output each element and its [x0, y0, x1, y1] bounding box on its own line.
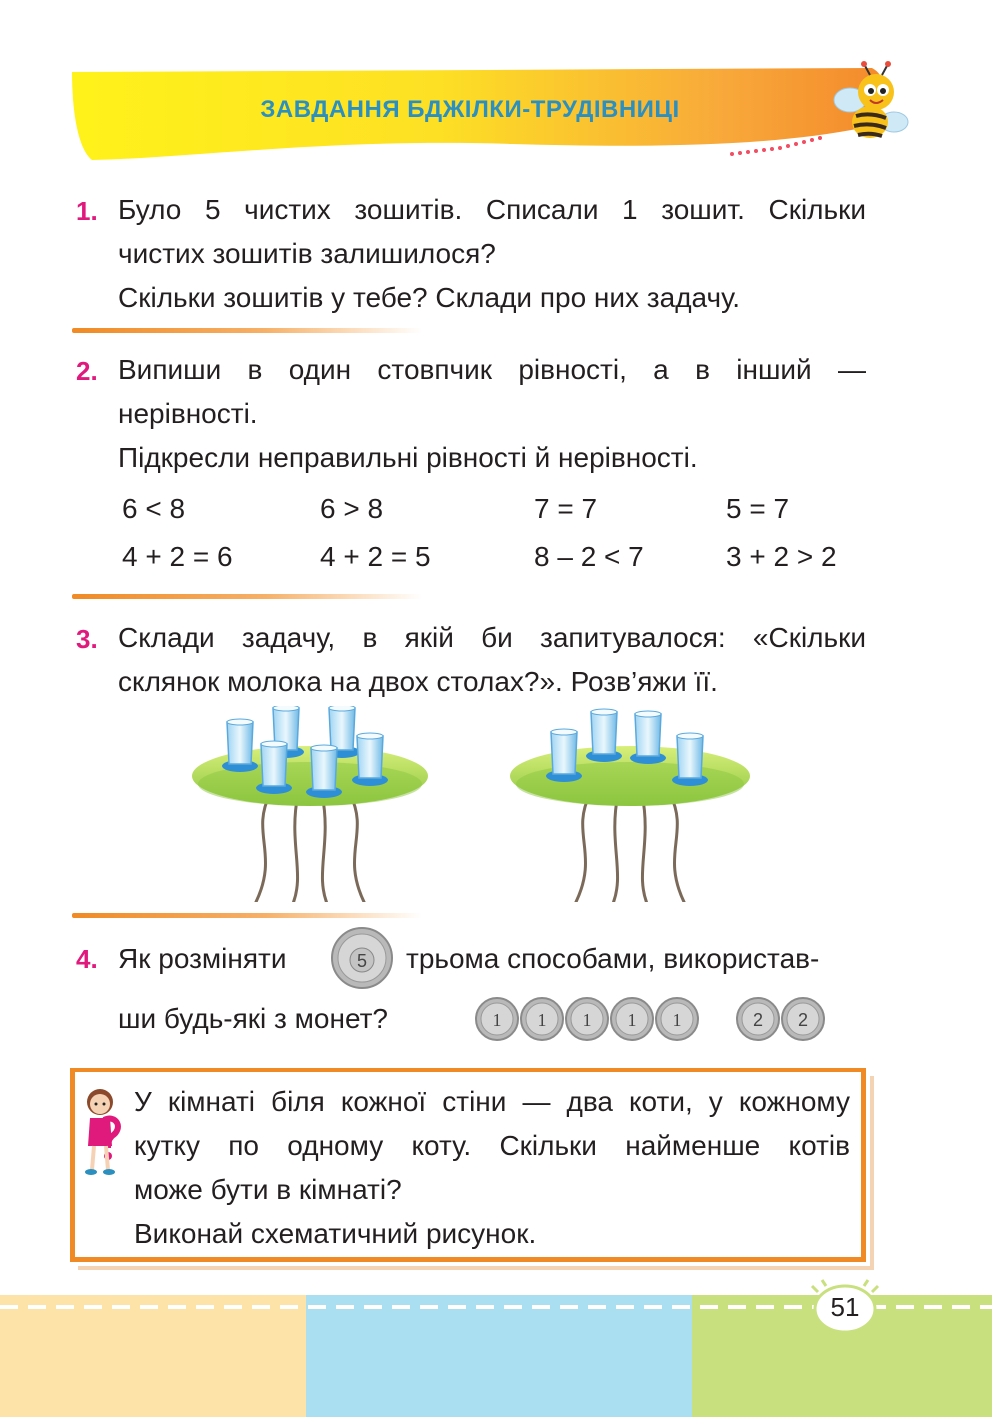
- task-3-text-line-2: склянок молока на двох столах?». Розв’яжи її.: [118, 666, 718, 697]
- task-2-text-line-1: Випиши в один стовпчик рівності, а в інший —: [118, 354, 866, 385]
- expression: 8 – 2 < 7: [534, 541, 644, 572]
- svg-text:1: 1: [492, 1010, 502, 1030]
- coin-2-icon: [782, 998, 824, 1040]
- puzzle-text-line-4: Виконай схематичний рисунок.: [134, 1218, 537, 1249]
- coin-2-icon: [737, 998, 779, 1040]
- task-1-number: 1.: [76, 196, 98, 226]
- puzzle-text-line-2: кутку по одному коту. Скільки найменше котів: [134, 1130, 850, 1161]
- svg-text:1: 1: [672, 1010, 682, 1030]
- bee-icon: [828, 60, 914, 146]
- puzzle-text-line-3: може бути в кімнаті?: [134, 1174, 402, 1205]
- task-4-number: 4.: [76, 944, 98, 974]
- coin-1-icon: [656, 998, 698, 1040]
- expression: 3 + 2 > 2: [726, 541, 837, 572]
- expression: 7 = 7: [534, 493, 598, 524]
- task-4-text-line-2: ши будь-які з монет?: [118, 1003, 388, 1034]
- expression: 5 = 7: [726, 493, 790, 524]
- page-number-text: 51: [830, 1292, 860, 1322]
- coin-1-icon: [611, 998, 653, 1040]
- task-4-text-line-1b: трьома способами, використав-: [406, 943, 820, 974]
- svg-text:1: 1: [582, 1010, 592, 1030]
- task-2-number: 2.: [76, 356, 98, 386]
- expression: 6 < 8: [122, 493, 186, 524]
- expression: 4 + 2 = 6: [122, 541, 233, 572]
- task-4-text-line-1a: Як розміняти: [118, 943, 287, 974]
- separator: [72, 913, 422, 918]
- svg-text:1: 1: [627, 1010, 637, 1030]
- coin-5-icon: [330, 926, 394, 990]
- page-title: ЗАВДАННЯ БДЖІЛКИ-ТРУДІВНИЦІ: [260, 96, 680, 123]
- task-3-text-line-1: Склади задачу, в якій би запитувалося: «Скільки: [118, 622, 866, 653]
- task-1-text-line-3: Скільки зошитів у тебе? Склади про них задачу.: [118, 282, 741, 313]
- task-2-text-line-3: Підкресли неправильні рівності й нерівності.: [118, 442, 698, 473]
- task-1-text-line-2: чистих зошитів залишилося?: [118, 238, 496, 269]
- task-1-text-line-1: Було 5 чистих зошитів. Списали 1 зошит. Скільки: [118, 194, 866, 225]
- girl-question-icon: [78, 1084, 124, 1180]
- coin-value: 5: [356, 951, 368, 971]
- coins-row: [474, 996, 834, 1042]
- expression: 4 + 2 = 5: [320, 541, 431, 572]
- coin-1-icon: [521, 998, 563, 1040]
- expression: 6 > 8: [320, 493, 384, 524]
- task-3-number: 3.: [76, 624, 98, 654]
- coin-1-icon: [566, 998, 608, 1040]
- separator: [72, 594, 422, 599]
- separator: [72, 328, 422, 333]
- puzzle-text-line-1: У кімнаті біля кожної стіни — два коти, у кожному: [134, 1086, 850, 1117]
- task-2-text-line-2: нерівності.: [118, 398, 258, 429]
- coin-1-icon: [476, 998, 518, 1040]
- svg-text:1: 1: [537, 1010, 547, 1030]
- tables-with-glasses-illustration: [180, 706, 780, 902]
- svg-text:2: 2: [797, 1010, 809, 1030]
- page-number: [810, 1278, 880, 1336]
- svg-text:2: 2: [752, 1010, 764, 1030]
